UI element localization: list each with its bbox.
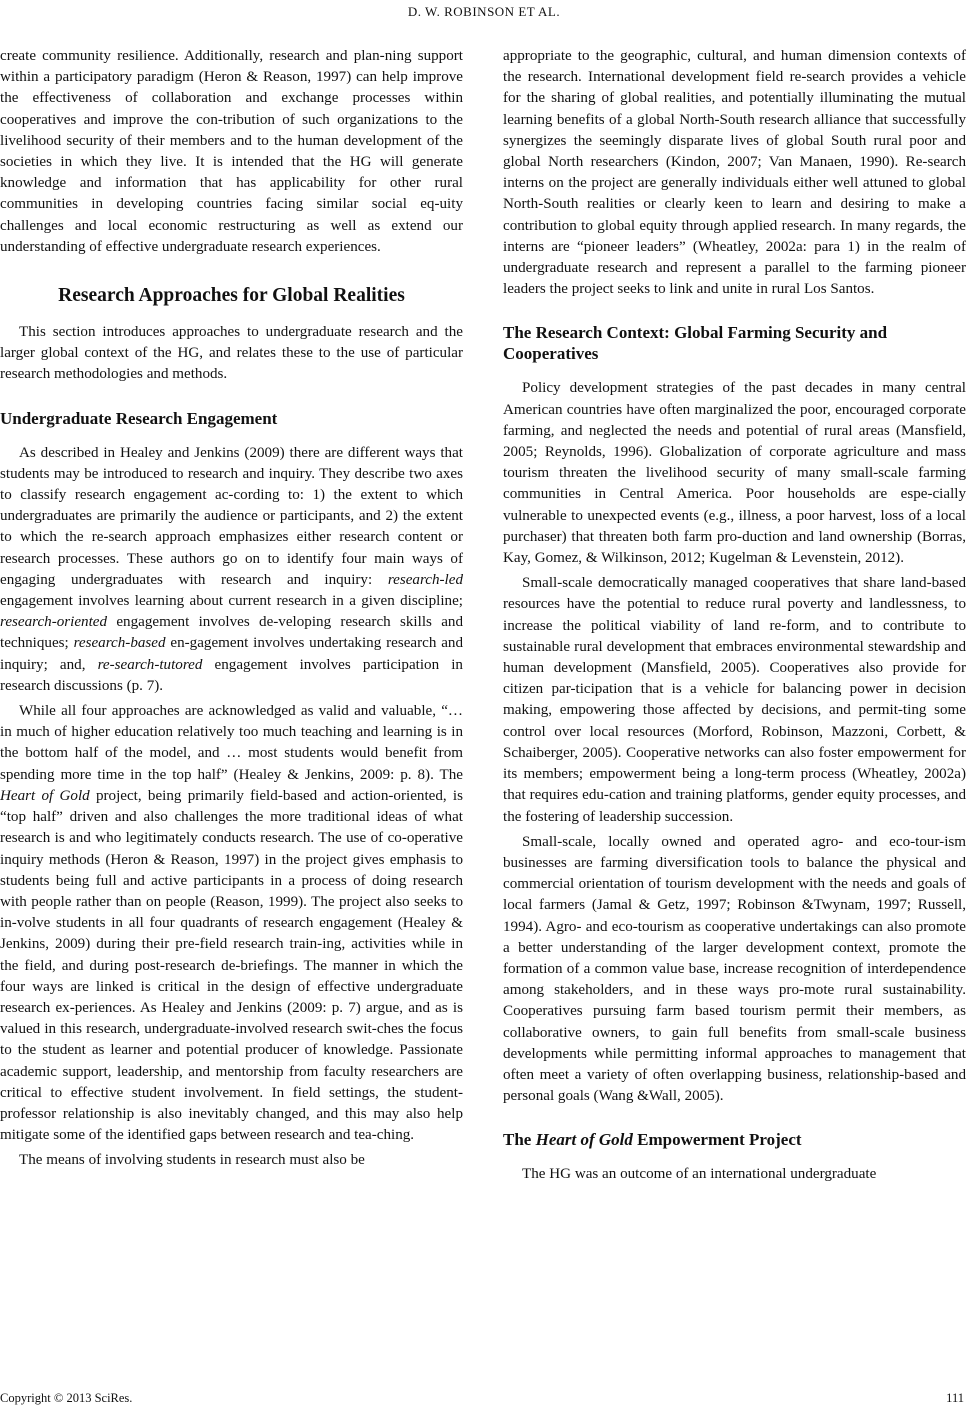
paragraph-top-half: While all four approaches are acknowledged as valid and valuable, “… in much of higher education relatively too much teaching and learning is in the bottom half of the model, and … most students would benefit from spending more time in the top half” (Healey & Jenkins, 2009: p. 8). The Heart of Gold project, being primarily field-based and action-oriented, is “top half” driven and also challenges the more traditional ideas of what research is and who legitimately conducts research. The use of co-operative inquiry methods (Heron & Reason, 1997) in the project gives emphasis to students being full and active participants in a process of doing research with people rather than on people (Reason, 1999). The project also seeks to in-volve students in all four quadrants of research engagement (Healey & Jenkins, 2009) during their pre-field research train-ing, activities while in the field, and during post-research de-briefings. The manner in which the four ways are linked is critical in the design of effective undergraduate research ex-periences. As Healey and Jenkins (2009: p. 7) argue, and as is valued in this research, undergraduate-involved research swit-ches the focus to the student as learner and potential producer of knowledge. Passionate academic support, leadership, and mentorship from faculty researchers are critical to effective student involvement. In field settings, the student-professor relationship is also inevitably changed, and this may also help mitigate some of the identified gaps between research and tea-ching.: [0, 703, 463, 1144]
subsection-heading-undergraduate-engagement: Undergraduate Research Engagement: [0, 408, 278, 428]
paragraph-section-intro: This section introduces approaches to undergraduate research and the larger global context of the HG, and relates these to the use of particular research methodologies and methods.: [0, 324, 463, 383]
paragraph-hg-outcome: The HG was an outcome of an international undergraduate: [522, 1166, 877, 1183]
term-research-tutored: re-search-tutored: [97, 656, 203, 673]
paragraph-cooperatives: Small-scale democratically managed cooperatives that share land-based resources have the potential to reduce rural poverty and landlessness, to increase the political viability of land re-form, and to contribute to sustainable rural development that embraces environmental stewardship and human development (Mansfield, 2005). Cooperatives also provide for citizen par-ticipation that is a vehicle for balancing power in decision making, empowering those affected by decisions, and permit-ting some control over local resources (Morford, Robinson, Mazzoni, Corbett, & Schaiberger, 2005). Cooperative networks can also foster empowerment for its members; empowerment being a long-term process (Wheatley, 2002a) that requires edu-cation and training platforms, gender equity processes, and the fostering of leadership succession.: [503, 575, 966, 825]
left-column: [0, 46, 463, 1172]
running-head: D. W. ROBINSON ET AL.: [407, 4, 561, 19]
right-column: [503, 46, 966, 1186]
paragraph-four-ways: As described in Healey and Jenkins (2009) there are different ways that students may be introduced to research and inquiry. They describe two axes to classify research engagement ac-cording to: 1) the extent to which undergraduates are primarily the audience or participants, and 2) the extent to which the re-search approach emphasizes either research content or research processes. These authors go on to identify four main ways of engaging undergraduates with research and inquiry: research-led engagement involves learning about current research in a given discipline; research-oriented engagement involves de-veloping research skills and techniques; research-based en-gagement involves undertaking research and inquiry; and, re-search-tutored engagement involves participation in research discussions (p. 7).: [0, 444, 463, 694]
term-research-led: research-led: [387, 571, 463, 588]
paragraph-policy-development: Policy development strategies of the past decades in many central American countries have often marginalized the poor, encouraged corporate farming, and neglected the needs and potential of rural areas (Mansfield, 2005; Reynolds, 1996). Globalization of corporate agriculture and mass tourism threaten the livelihood security of many small-scale farming communities in Central America. Poor households are espe-cially vulnerable to unexpected events (e.g., illness, a poor harvest, loss of a local purchaser) that threaten both farm pro-duction and land ownership (Borras, Kay, Gomez, & Wilkinson, 2012; Kugelman & Levenstein, 2012).: [503, 380, 966, 567]
subsection-heading-research-context: The Research Context: Global Farming Security and Cooperatives: [503, 323, 888, 364]
page-number: 111: [946, 1391, 964, 1405]
paragraph-agro-eco-tourism: Small-scale, locally owned and operated agro- and eco-tour-ism businesses are farming diversification tools to balance the physical and commercial orientation of tourism development with the needs and goals of local farmers (Jamal & Getz, 1997; Robinson &Twynam, 1997; Russell, 1994). Agro- and eco-tourism as cooperative undertakings can also promote a better understanding of the larger development context, promote the formation of a common value base, increase recognition of interdependence among stakeholders, and in these ways pro-mote rural sustainability. Cooperatives pursuing farm based tourism permit their members, as collaborative owners, to gain full benefits from small-scale business developments while permitting informal approaches to management that often meet a variety of often overlapping business, relationship-based and personal goals (Wang &Wall, 2005).: [503, 833, 966, 1105]
term-research-oriented: research-oriented: [0, 614, 108, 631]
paragraph-global-realities: appropriate to the geographic, cultural, and human dimension contexts of the research. International development field re-search provides a vehicle for the sharing of global realities, and potentially illuminating the mutual learning benefits of a global North-South research alliance that successfully synergizes the seemingly disparate lives of global South rural poor and global North researchers (Kindon, 2007; Van Manaen, 1990). Re-search interns on the project are generally individuals either well attuned to global North-South realities or clearly keen to learn and desiring to make a contribution to global equity through applied research. In many regards, the interns are “pioneer leaders” (Wheatley, 2002a: para 1) in the realm of undergraduate research and represent a parallel to the farming pioneer leaders the project seeks to link and unite in rural Los Santos.: [503, 48, 966, 298]
paragraph-intro-continued: create community resilience. Additionally, research and plan-ning support within a participatory paradigm (Heron & Reason, 1997) can help improve the effectiveness of collaboration and exchange processes within cooperatives and improve the con-tribution of such organizations to the livelihood security of their members and to the human development of the societies in which they live. It is intended that the HG will generate knowledge and information that has applicability for other rural communities in developing countries facing similar social eq-uity challenges and local economic restructuring as well as extend our understanding of effective undergraduate research experiences.: [0, 48, 463, 255]
term-research-based: research-based: [73, 635, 166, 652]
paragraph-means-of-involving: The means of involving students in research must also be: [19, 1152, 365, 1169]
section-heading-research-approaches: Research Approaches for Global Realities: [58, 285, 405, 307]
copyright-footer: Copyright © 2013 SciRes.: [0, 1391, 133, 1405]
subsection-heading-heart-of-gold: The Heart of Gold Empowerment Project: [503, 1130, 802, 1150]
project-title-italic: Heart of Gold: [0, 787, 90, 804]
